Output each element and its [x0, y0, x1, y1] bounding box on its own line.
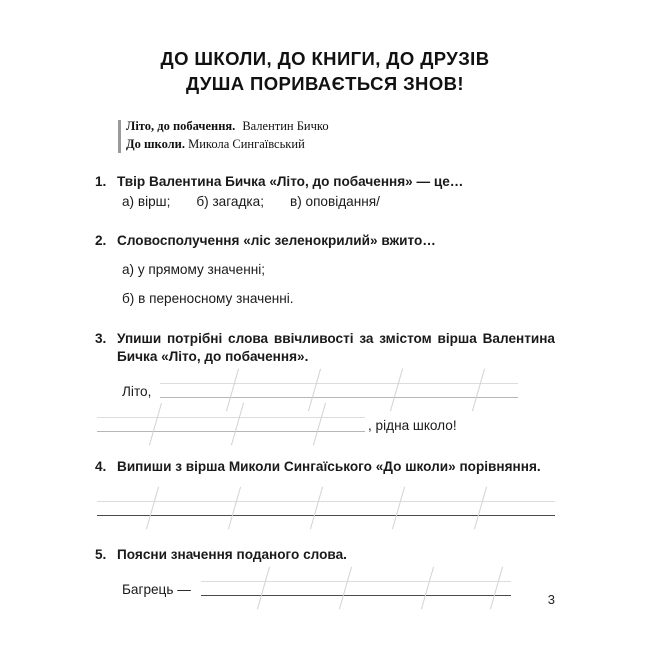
- source-author-1: Валентин Бичко: [242, 119, 329, 134]
- writing-slash-group: [97, 402, 365, 446]
- source-line-1: [126, 118, 650, 136]
- page-number: 3: [547, 592, 555, 607]
- question-2-option-b[interactable]: б) в переносному значенні.: [122, 291, 294, 306]
- question-4-answer-area: [0, 492, 650, 520]
- question-3-answer-row-2: [97, 408, 650, 436]
- writing-guide-baseline: [97, 431, 365, 432]
- page-title-line-2: ДУША ПОРИВАЄТЬСЯ ЗНОВ!: [186, 72, 464, 94]
- slash-guide-icon: [472, 369, 485, 412]
- question-1-option-c[interactable]: в) оповідання/: [289, 193, 380, 209]
- source-block: [0, 118, 650, 154]
- question-1-options: [117, 193, 555, 211]
- question-3-answer-area: [0, 374, 650, 402]
- question-5-answer-row: [122, 572, 555, 600]
- writing-guide-baseline: [201, 595, 511, 596]
- writing-guide-baseline: [160, 397, 518, 398]
- slash-guide-icon: [310, 487, 323, 530]
- question-5: [0, 546, 650, 564]
- question-3-answer-area-2: [0, 408, 650, 436]
- page-title-line-1: ДО ШКОЛИ, ДО КНИГИ, ДО ДРУЗІВ: [160, 48, 490, 69]
- writing-line[interactable]: [97, 408, 365, 436]
- question-1-number: 1.: [95, 173, 107, 189]
- question-4-text: Випиши з вірша Миколи Сингаїського «До школи» порівняння.: [117, 459, 541, 475]
- question-2-text: Словосполучення «ліс зеленокрилий» вжито…: [117, 232, 436, 248]
- writing-slash-group: [97, 486, 555, 530]
- source-title-1: Літо, до побачення.: [126, 119, 236, 134]
- question-4: [0, 458, 650, 476]
- question-3-answer-tail: , рідна школо!: [368, 418, 457, 434]
- source-title-2: До школи.: [126, 136, 185, 151]
- question-2-number: 2.: [95, 232, 107, 248]
- slash-guide-icon: [228, 487, 241, 530]
- question-5-text: Поясни значення поданого слова.: [117, 547, 347, 563]
- source-line-2: [126, 136, 650, 154]
- slash-guide-icon: [146, 487, 159, 530]
- page-title: [0, 0, 650, 96]
- writing-line[interactable]: [97, 492, 555, 520]
- question-3-answer-row-1: [122, 374, 555, 402]
- question-2-options: [117, 261, 555, 308]
- slash-guide-icon: [339, 567, 352, 610]
- question-2-option-a[interactable]: а) у прямому значенні;: [122, 261, 265, 277]
- writing-guide-top: [97, 417, 365, 418]
- slash-guide-icon: [257, 567, 270, 610]
- writing-guide-baseline: [97, 515, 555, 516]
- writing-guide-top: [201, 581, 511, 582]
- question-3-text: Упиши потрібні слова ввічливості за змістом вірша Валентина Бичка «Літо, до побачення».: [117, 331, 555, 365]
- slash-guide-icon: [231, 403, 244, 446]
- slash-guide-icon: [392, 487, 405, 530]
- slash-guide-icon: [226, 369, 239, 412]
- question-5-number: 5.: [95, 547, 107, 563]
- question-1-text: Твір Валентина Бичка «Літо, до побачення» — це…: [117, 173, 464, 189]
- source-author-2: Микола Сингаївський: [188, 136, 305, 151]
- question-3-answer-lead: Літо,: [122, 384, 152, 400]
- question-1-option-a[interactable]: а) вірш;: [122, 193, 171, 209]
- writing-guide-top: [97, 501, 555, 502]
- question-2: [0, 232, 650, 308]
- writing-slash-group: [160, 368, 518, 412]
- writing-guide-top: [160, 383, 518, 384]
- question-4-number: 4.: [95, 459, 107, 475]
- question-5-answer-lead: Багрець —: [122, 582, 191, 598]
- question-1: [0, 173, 650, 211]
- writing-slash-group: [201, 566, 511, 610]
- slash-guide-icon: [474, 487, 487, 530]
- question-3: [0, 330, 650, 366]
- slash-guide-icon: [390, 369, 403, 412]
- slash-guide-icon: [149, 403, 162, 446]
- slash-guide-icon: [308, 369, 321, 412]
- writing-line[interactable]: [201, 572, 511, 600]
- writing-line[interactable]: [160, 374, 518, 402]
- slash-guide-icon: [313, 403, 326, 446]
- question-3-number: 3.: [95, 331, 107, 347]
- slash-guide-icon: [421, 567, 434, 610]
- slash-guide-icon: [490, 567, 503, 610]
- source-accent-bar: [118, 120, 121, 153]
- question-1-option-b[interactable]: б) загадка;: [196, 193, 264, 209]
